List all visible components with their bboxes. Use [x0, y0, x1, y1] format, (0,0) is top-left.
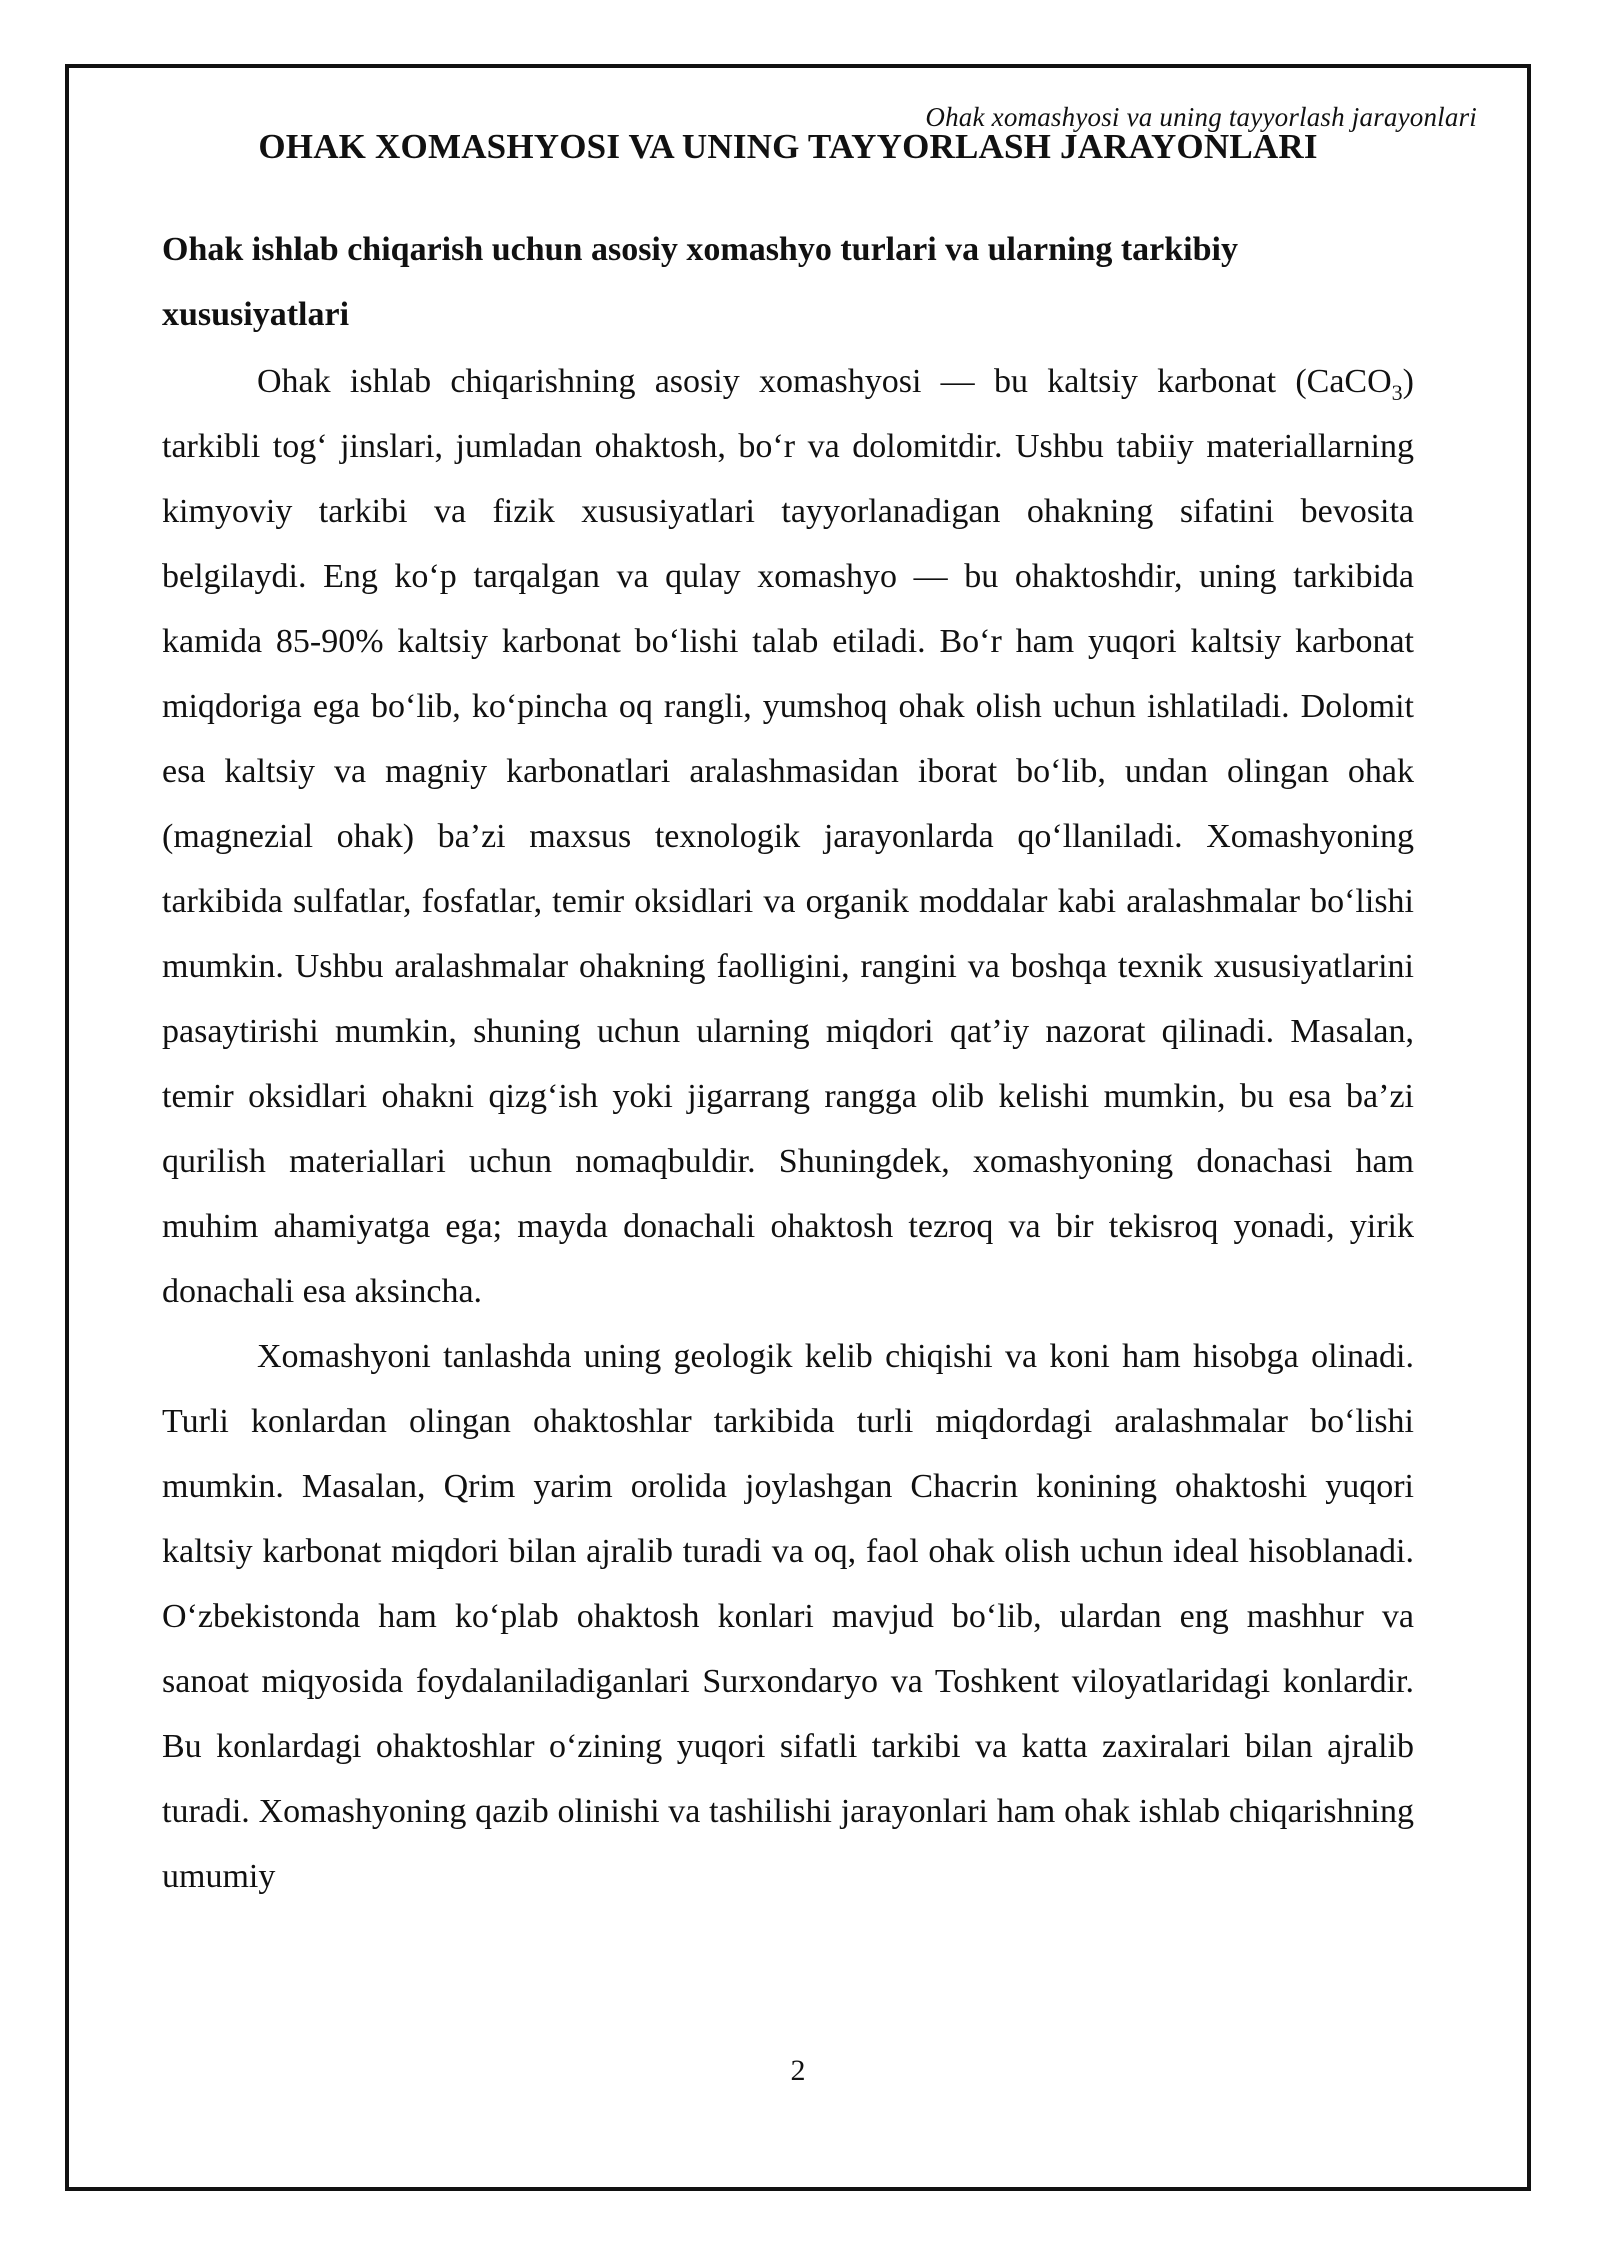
paragraph-text-before-formula: Ohak ishlab chiqarishning asosiy xomashyosi — bu kaltsiy karbonat (CaCO [257, 363, 1392, 400]
paragraph-raw-materials [162, 349, 1414, 1324]
paragraph-deposits: Xomashyoni tanlashda uning geologik kelib chiqishi va koni ham hisobga olinadi. Turli konlardan olingan ohaktoshlar tarkibida turli miqdordagi aralashmalar bo‘lishi mumkin. Masalan, Qrim yarim orolida joylashgan Chacrin konining ohaktoshi yuqori kaltsiy karbonat miqdori bilan ajralib turadi va oq, faol ohak olish uchun ideal hisoblanadi. O‘zbekistonda ham ko‘plab ohaktosh konlari mavjud bo‘lib, ulardan eng mashhur va sanoat miqyosida foydalaniladiganlari Surxondaryo va Toshkent viloyatlaridagi konlardir. Bu konlardagi ohaktoshlar o‘zining yuqori sifatli tarkibi va katta zaxiralari bilan ajralib turadi. Xomashyoning qazib olinishi va tashilishi jarayonlari ham ohak ishlab chiqarishning umumiy [162, 1338, 1414, 1895]
page-number: 2 [790, 2054, 806, 2087]
section-heading: Ohak ishlab chiqarish uchun asosiy xomashyo turlari va ularning tarkibiy xususiyatlari [162, 231, 1238, 333]
document-title: OHAK XOMASHYOSI VA UNING TAYYORLASH JARAYONLARI [258, 127, 1318, 166]
page-content [162, 122, 1414, 1909]
formula-subscript: 3 [1391, 379, 1403, 405]
running-header: Ohak xomashyosi va uning tayyorlash jarayonlari [925, 102, 1477, 132]
paragraph-text-after-formula: ) tarkibli tog‘ jinslari, jumladan ohaktosh, bo‘r va dolomitdir. Ushbu tabiiy materiallarning kimyoviy tarkibi va fizik xususiyatlari tayyorlanadigan ohakning sifatini bevosita belgilaydi. Eng ko‘p tarqalgan va qulay xomashyo — bu ohaktoshdir, uning tarkibida kamida 85-90% kaltsiy karbonat bo‘lishi talab etiladi. Bo‘r ham yuqori kaltsiy karbonat miqdoriga ega bo‘lib, ko‘pincha oq rangli, yumshoq ohak olish uchun ishlatiladi. Dolomit esa kaltsiy va magniy karbonatlari aralashmasidan iborat bo‘lib, undan olingan ohak (magnezial ohak) ba’zi maxsus texnologik jarayonlarda qo‘llaniladi. Xomashyoning tarkibida sulfatlar, fosfatlar, temir oksidlari va organik moddalar kabi aralashmalar bo‘lishi mumkin. Ushbu aralashmalar ohakning faolligini, rangini va boshqa texnik xususiyatlarini pasaytirishi mumkin, shuning uchun ularning miqdori qat’iy nazorat qilinadi. Masalan, temir oksidlari ohakni qizg‘ish yoki jigarrang rangga olib kelishi mumkin, bu esa ba’zi qurilish materiallari uchun nomaqbuldir. Shuningdek, xomashyoning donachasi ham muhim ahamiyatga ega; mayda donachali ohaktosh tezroq va bir tekisroq yonadi, yirik donachali esa aksincha. [162, 363, 1414, 1310]
